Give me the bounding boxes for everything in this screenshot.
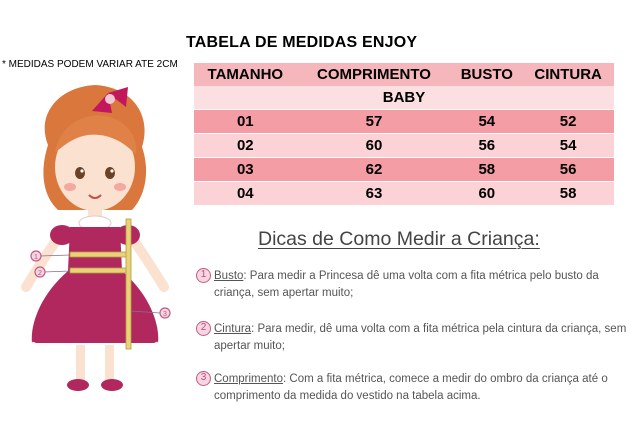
tip-number-icon: 1: [196, 268, 211, 283]
marker-3-label: 3: [163, 311, 167, 318]
table-row: [194, 134, 614, 157]
tip-number-icon: 2: [196, 321, 211, 336]
tip-term: Cintura: [214, 323, 252, 335]
cell-waist: 52: [522, 110, 614, 133]
girl-measurement-illustration: [0, 75, 185, 405]
tip-text: : Para medir, dê uma volta com a fita métrica pela cintura da criança, sem apertar muito;: [214, 323, 627, 352]
tip-term: Comprimento: [214, 373, 284, 385]
tip-text: : Para medir a Princesa dê uma volta com a fita métrica pelo busto da criança, sem apertar muito;: [214, 270, 599, 299]
table-header-row: [194, 63, 614, 86]
marker-2: [35, 267, 45, 277]
table-row: [194, 158, 614, 181]
marker-1-label: 1: [34, 254, 38, 261]
cell-size: 02: [194, 134, 297, 157]
subheader-baby: BABY: [194, 86, 614, 109]
cell-bust: 54: [451, 110, 522, 133]
size-table: [194, 63, 614, 205]
tip-bust: [196, 268, 636, 302]
cell-length: 60: [297, 134, 452, 157]
cell-length: 62: [297, 158, 452, 181]
cell-bust: 58: [451, 158, 522, 181]
variation-note: * MEDIDAS PODEM VARIAR ATE 2CM: [2, 59, 178, 70]
header-length: COMPRIMENTO: [297, 63, 452, 86]
marker-2-label: 2: [38, 270, 42, 277]
table-row: [194, 110, 614, 133]
header-size: TAMANHO: [194, 63, 297, 86]
header-bust: BUSTO: [451, 63, 522, 86]
cell-waist: 58: [522, 182, 614, 205]
tip-waist: [196, 321, 636, 355]
header-waist: CINTURA: [522, 63, 614, 86]
page-title: TABELA DE MEDIDAS ENJOY: [186, 34, 418, 51]
marker-1: [31, 251, 41, 261]
cell-bust: 56: [451, 134, 522, 157]
table-subheader-row: [194, 86, 614, 109]
tip-text: : Com a fita métrica, comece a medir do ombro da criança até o comprimento da medida do vestido na tabela acima.: [214, 373, 608, 402]
tip-term: Busto: [214, 270, 244, 282]
cell-waist: 56: [522, 158, 614, 181]
cell-length: 63: [297, 182, 452, 205]
tip-length: [196, 371, 636, 405]
tip-number-icon: 3: [196, 371, 211, 386]
table-row: [194, 182, 614, 205]
cell-bust: 60: [451, 182, 522, 205]
marker-3: [160, 308, 170, 318]
tips-title: Dicas de Como Medir a Criança:: [258, 228, 540, 250]
cell-size: 04: [194, 182, 297, 205]
cell-size: 03: [194, 158, 297, 181]
cell-length: 57: [297, 110, 452, 133]
cell-size: 01: [194, 110, 297, 133]
cell-waist: 54: [522, 134, 614, 157]
